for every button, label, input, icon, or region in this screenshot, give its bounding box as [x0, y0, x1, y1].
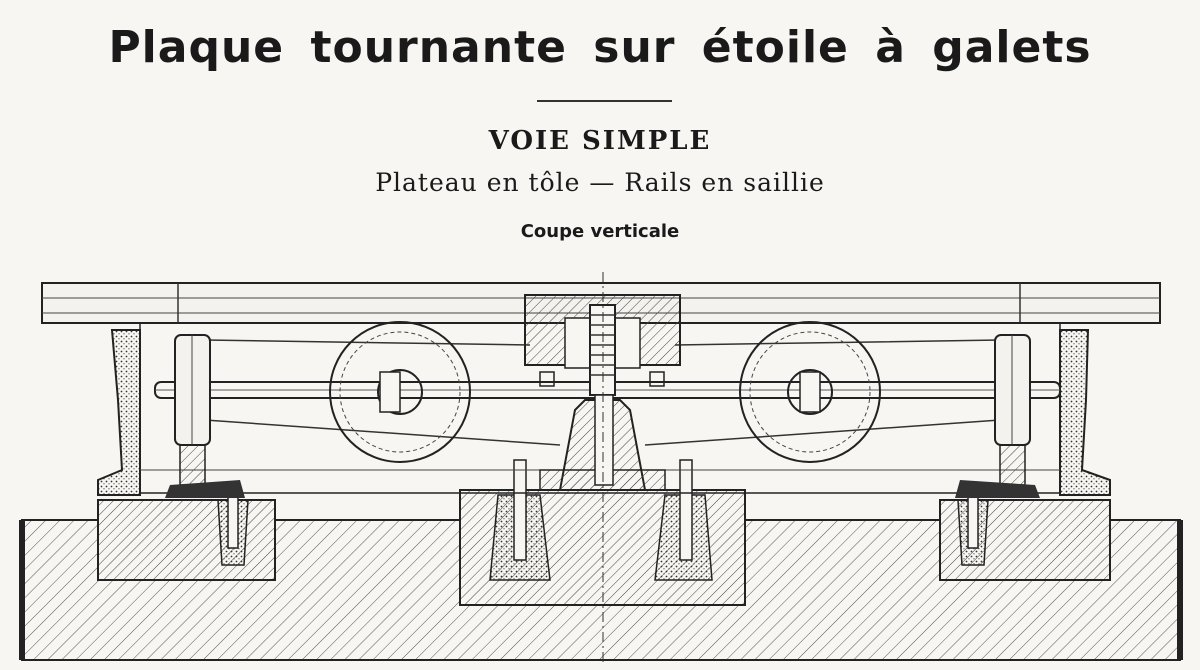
right-foundation-block: [940, 488, 1110, 580]
figure-caption: Coupe verticale: [520, 221, 680, 242]
section-heading: VOIE SIMPLE: [488, 126, 712, 156]
left-end-bearing: [165, 335, 245, 498]
left-foundation-block: [98, 488, 275, 580]
section-subheading: Plateau en tôle — Rails en saillie: [375, 168, 825, 197]
page-title: Plaque tournante sur étoile à galets: [108, 22, 1092, 73]
right-end-bearing: [955, 335, 1040, 498]
